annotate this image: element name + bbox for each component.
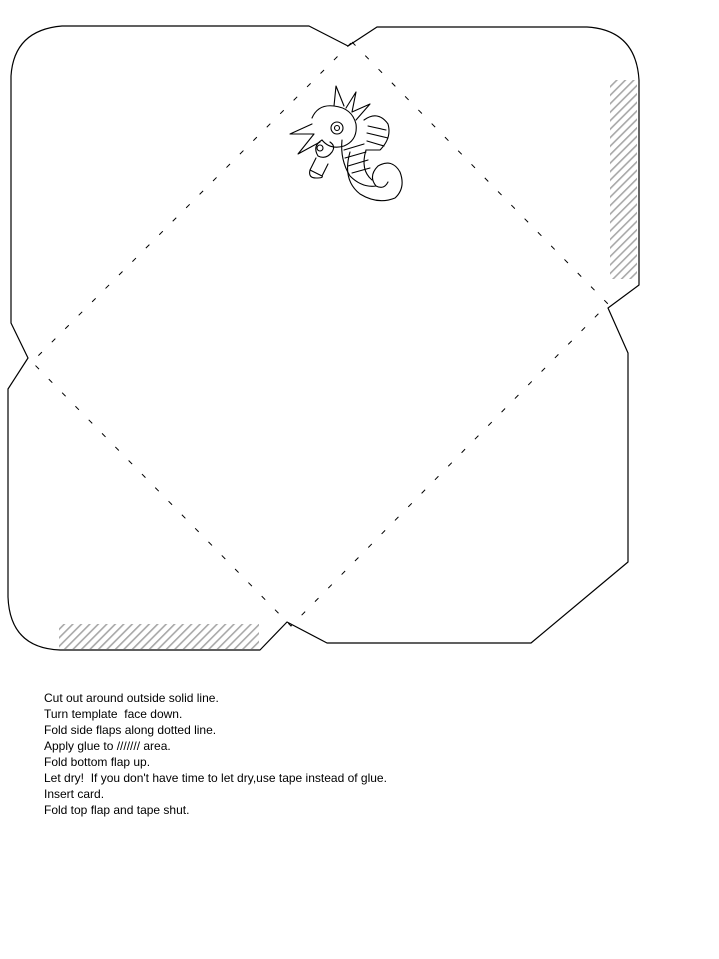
glue-area-right: [610, 80, 637, 279]
glue-area-bottom: [59, 624, 259, 649]
instruction-step: Fold bottom flap up.: [44, 755, 151, 769]
outer-cut-line: [8, 26, 639, 650]
instruction-step: Cut out around outside solid line.: [44, 691, 219, 705]
instruction-step: Let dry! If you don't have time to let dry,use tape instead of glue.: [44, 771, 387, 785]
instruction-step: Insert card.: [44, 787, 105, 801]
seahorse-icon: [290, 86, 402, 201]
instruction-step: Turn template face down.: [44, 707, 183, 721]
fold-line-diamond: [32, 42, 608, 626]
instructions-list: [44, 690, 387, 818]
instruction-step: Fold side flaps along dotted line.: [44, 723, 217, 737]
instruction-step: Apply glue to /////// area.: [44, 739, 171, 753]
instruction-step: Fold top flap and tape shut.: [44, 803, 190, 817]
